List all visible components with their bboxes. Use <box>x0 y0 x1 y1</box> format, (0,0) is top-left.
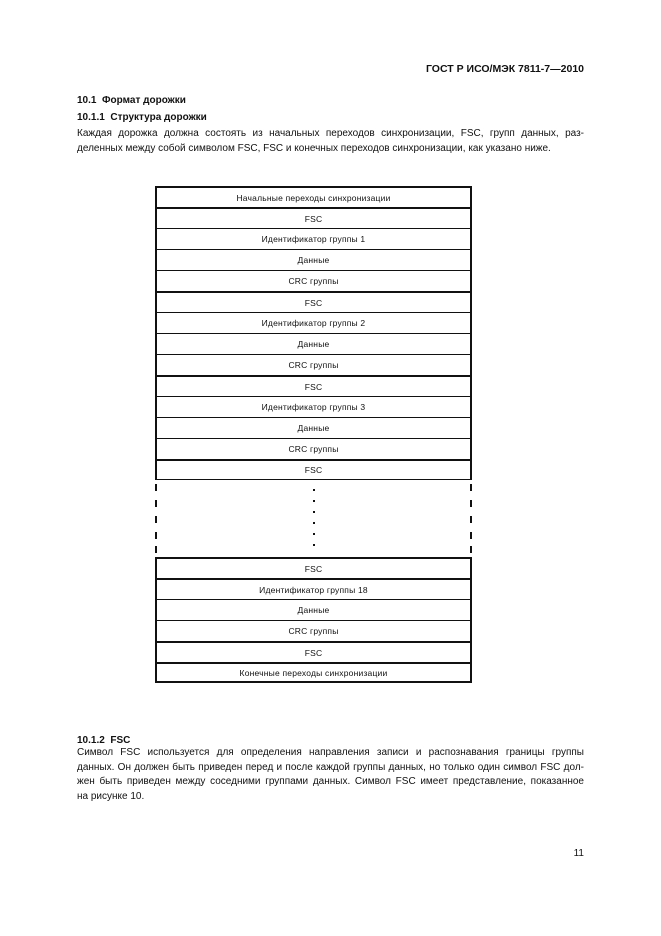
diagram-row-end-sync: Конечные переходы синхронизации <box>155 662 472 683</box>
dashed-border-segment <box>155 532 157 539</box>
paragraph-line: Символ FSC используется для определения направления записи и распознавания границы группы <box>77 747 584 758</box>
diagram-ellipsis-gap <box>155 480 472 557</box>
diagram-row-fsc: FSC <box>155 375 472 396</box>
ellipsis-dot <box>313 522 315 524</box>
document-header: ГОСТ Р ИСО/МЭК 7811-7—2010 <box>425 63 584 75</box>
section-10-1-title: 10.1 Формат дорожки <box>77 95 186 106</box>
diagram-row-data: Данные <box>155 599 472 620</box>
dashed-border-segment <box>470 532 472 539</box>
diagram-row-data: Данные <box>155 249 472 270</box>
ellipsis-dot <box>313 533 315 535</box>
paragraph-line: Каждая дорожка должна состоять из начальных переходов синхронизации, FSC, групп данных, раз- <box>77 128 584 139</box>
diagram-row-start-sync: Начальные переходы синхронизации <box>155 186 472 207</box>
dashed-border-segment <box>470 546 472 553</box>
paragraph-line: данных. Он должен быть приведен перед и после каждой группы данных, но только один символ FSC дол- <box>77 761 584 773</box>
diagram-row-group-id: Идентификатор группы 2 <box>155 312 472 333</box>
dashed-border-segment <box>155 500 157 507</box>
diagram-row-crc: CRC группы <box>155 354 472 375</box>
diagram-row-fsc: FSC <box>155 557 472 578</box>
dashed-border-segment <box>470 500 472 507</box>
section-10-1-2-paragraph <box>77 746 584 804</box>
dashed-border-segment <box>155 484 157 491</box>
diagram-row-group-id: Идентификатор группы 1 <box>155 228 472 249</box>
diagram-row-fsc: FSC <box>155 291 472 312</box>
diagram-row-fsc: FSC <box>155 207 472 228</box>
section-10-1-2-title: 10.1.2 FSC <box>77 735 131 746</box>
diagram-row-crc: CRC группы <box>155 270 472 291</box>
section-10-1-1-paragraph <box>77 127 584 156</box>
diagram-row-group-id: Идентификатор группы 18 <box>155 578 472 599</box>
diagram-row-group-id: Идентификатор группы 3 <box>155 396 472 417</box>
section-10-1-1-title: 10.1.1 Структура дорожки <box>77 112 207 123</box>
paragraph-line: жен быть приведен между соседними группами данных. Символ FSC имеет представление, показанное <box>77 776 584 787</box>
paragraph-line: деленных между собой символом FSC, FSC и конечных переходов синхронизации, как указано ниже. <box>77 142 551 154</box>
dashed-border-segment <box>470 484 472 491</box>
dashed-border-segment <box>155 546 157 553</box>
diagram-row-fsc: FSC <box>155 641 472 662</box>
diagram-row-crc: CRC группы <box>155 438 472 459</box>
paragraph-line: на рисунке 10. <box>77 790 145 802</box>
ellipsis-dot <box>313 511 315 513</box>
diagram-row-fsc: FSC <box>155 459 472 480</box>
ellipsis-dot <box>313 544 315 546</box>
ellipsis-dot <box>313 489 315 491</box>
dashed-border-segment <box>470 516 472 523</box>
track-structure-diagram <box>155 186 472 683</box>
ellipsis-dot <box>313 500 315 502</box>
dashed-border-segment <box>155 516 157 523</box>
page-number: 11 <box>573 848 584 859</box>
diagram-row-data: Данные <box>155 333 472 354</box>
diagram-row-crc: CRC группы <box>155 620 472 641</box>
diagram-row-data: Данные <box>155 417 472 438</box>
